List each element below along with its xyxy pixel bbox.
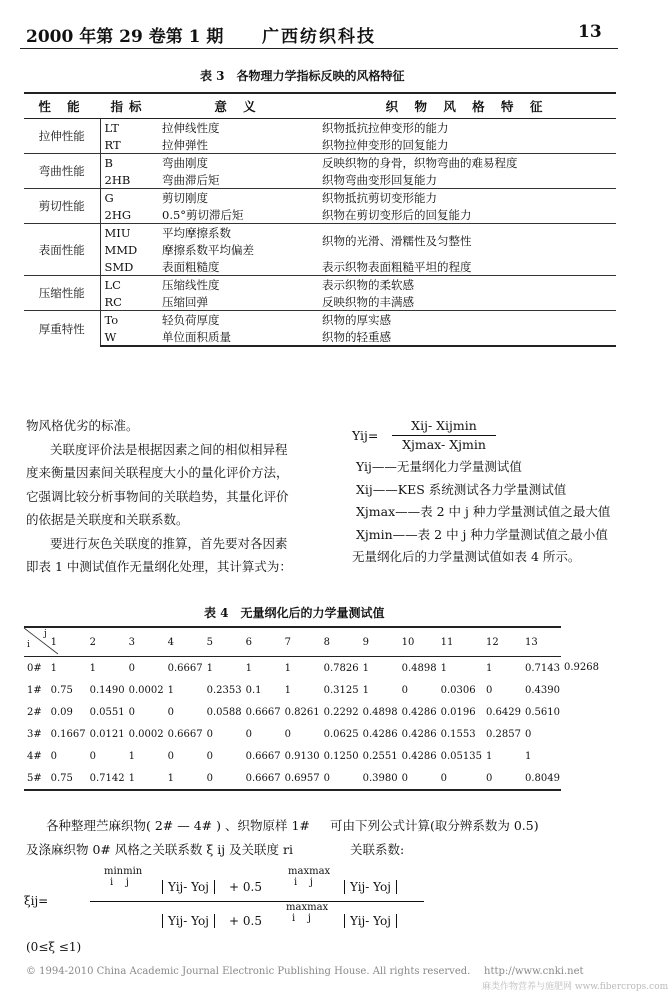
feature-cell: 织物抵抗拉伸变形的能力 (322, 120, 449, 135)
value-cell: 0 (50, 750, 58, 762)
meaning-cell: 压缩线性度 (158, 276, 318, 294)
copyright-notice: © 1994-2010 China Academic Journal Electronic Publishing House. All rights reserved. (26, 966, 471, 977)
value-cell: 0.4286 (362, 728, 398, 740)
table4-column-header: 7 (282, 627, 321, 657)
feature-cell: 表示织物的柔软感 (318, 276, 616, 294)
index-code-cell: G (100, 189, 158, 207)
value-cell: 0.6667 (167, 662, 203, 674)
value-cell: 0.0551 (89, 706, 125, 718)
formula2-ij-den: i j (292, 913, 312, 924)
table3-row (24, 293, 616, 311)
value-cell: 0.6667 (167, 728, 203, 740)
value-cell: 1 (440, 662, 448, 674)
table4 (24, 626, 600, 791)
value-cell: 0.2551 (362, 750, 398, 762)
value-cell: 0 (399, 767, 438, 790)
formula-numerator: Xij- Xijmin (411, 418, 477, 433)
property-group-cell: 弯曲性能 (24, 154, 100, 189)
value-cell: 0.09 (50, 706, 73, 718)
meaning-cell: 单位面积质量 (158, 328, 318, 346)
table4-column-header: 6 (243, 627, 282, 657)
value-cell: 1 (284, 684, 292, 696)
table3-row (24, 171, 616, 189)
value-cell: 1 (245, 662, 253, 674)
index-code-cell: MIU (100, 224, 158, 242)
table4-column-header: 10 (399, 627, 438, 657)
value-cell: 0.6667 (243, 767, 282, 790)
header-rule (20, 48, 618, 49)
formula2-plus: + 0.5 (229, 914, 262, 928)
table4-row (24, 745, 600, 767)
value-cell: 0 (167, 706, 175, 718)
value-cell: 0.75 (48, 767, 87, 790)
index-code-cell: RT (100, 136, 158, 154)
definition-line: Xij——KES 系统测试各力学量测试值 (356, 481, 567, 497)
table4-column-header: 8 (321, 627, 360, 657)
table3-header-cell: 指标 (100, 93, 158, 119)
index-code-cell: B (100, 154, 158, 172)
value-cell: 1 (525, 750, 532, 762)
feature-cell: 织物的光滑、滑糯性及匀整性 (318, 224, 616, 259)
text-line: 度来衡量因素间关联程度大小的量化评价方法， (26, 465, 289, 480)
value-cell: 0.6957 (282, 767, 321, 790)
table3-row (24, 258, 616, 276)
value-cell: 0.3980 (360, 767, 399, 790)
value-cell: 0.1250 (323, 750, 359, 762)
value-cell: 1 (486, 750, 493, 762)
table4-column-header: 3 (126, 627, 165, 657)
value-cell: 0 (245, 728, 253, 740)
formula2-maxmax: maxmax (288, 866, 331, 877)
value-cell: 0.0306 (440, 684, 476, 696)
value-cell: 0.7143 (525, 662, 560, 674)
meaning-cell: 0.5°剪切滞后矩 (162, 207, 244, 222)
table4-row (24, 679, 600, 701)
table3 (24, 92, 616, 347)
index-code-cell: LC (100, 276, 158, 294)
table4-row (24, 723, 600, 745)
value-cell: 0.2353 (206, 684, 242, 696)
value-cell: 0.9268 (564, 662, 599, 674)
text-line: 的依据是关联度和关联系数。 (26, 512, 189, 527)
index-code-cell: 2HB (100, 171, 158, 189)
property-group-cell: 拉伸性能 (38, 129, 85, 143)
value-cell: 0.4390 (525, 684, 560, 696)
feature-cell: 织物的轻重感 (318, 328, 616, 346)
value-cell: 0.0002 (128, 684, 164, 696)
page-number: 13 (578, 22, 602, 42)
fraction-bar (392, 435, 496, 436)
meaning-cell: 拉伸线性度 (162, 120, 220, 135)
value-cell: 0 (438, 767, 483, 790)
value-cell: 0 (206, 728, 214, 740)
feature-cell: 织物拉伸变形的回复能力 (322, 137, 449, 152)
value-cell: 0 (89, 750, 97, 762)
value-cell: 0.5610 (525, 706, 560, 718)
feature-cell: 织物在剪切变形后的回复能力 (322, 207, 472, 222)
value-cell: 1 (362, 684, 370, 696)
sample-label-cell: 0# (27, 662, 42, 674)
formula2-lhs: ξij= (24, 894, 49, 908)
bottom-line-2: 及涤麻织物 0# 风格之关联系数 ξ ij 及关联度 ri (26, 842, 293, 857)
journal-name: 广西纺织科技 (262, 27, 376, 47)
bottom-line-1: 各种整理苎麻织物( 2# — 4# ) 、织物原样 1# (46, 818, 310, 833)
value-cell: 0 (204, 767, 243, 790)
value-cell: 1 (165, 767, 204, 790)
table3-row (24, 136, 616, 154)
issue-label: 2000 年第 29 卷第 1 期 (26, 27, 224, 47)
value-cell: 0.1 (245, 684, 262, 696)
value-cell: 0.3125 (323, 684, 359, 696)
index-code-cell: SMD (100, 258, 158, 276)
table4-row (24, 657, 600, 680)
table3-row (24, 276, 616, 294)
value-cell: 0.1553 (440, 728, 476, 740)
index-code-cell: MMD (100, 241, 158, 258)
table3-row (24, 311, 616, 329)
value-cell: 0.4286 (401, 728, 437, 740)
value-cell: 0 (486, 684, 493, 696)
value-cell: 1 (362, 662, 370, 674)
table4-column-header: 4 (165, 627, 204, 657)
meaning-cell: 压缩回弹 (162, 294, 208, 309)
value-cell: 0 (321, 767, 360, 790)
index-code-cell: RC (100, 293, 158, 311)
definitions (352, 456, 611, 569)
table4-column-header: 13 (522, 627, 561, 657)
meaning-cell: 平均摩擦系数 (158, 224, 318, 242)
value-cell: 0.6429 (486, 706, 521, 718)
value-cell: 0.7142 (87, 767, 126, 790)
meaning-cell: 剪切刚度 (158, 189, 318, 207)
value-cell: 0 (525, 728, 532, 740)
value-cell: 0.2292 (323, 706, 359, 718)
feature-cell: 织物抵抗剪切变形能力 (318, 189, 616, 207)
body-text (26, 414, 292, 579)
table4-column-header: 9 (360, 627, 399, 657)
value-cell: 0.4898 (401, 662, 437, 674)
table3-row (24, 154, 616, 172)
value-cell: 0.0588 (206, 706, 242, 718)
value-cell: 1 (89, 662, 97, 674)
value-cell: 1 (486, 662, 493, 674)
formula-correlation (24, 866, 544, 946)
meaning-cell: 轻负荷厚度 (158, 311, 318, 329)
index-code-cell: To (100, 311, 158, 329)
formula2-term: Yij- Yoj (162, 914, 215, 928)
table3-row (24, 206, 616, 224)
sample-label-cell: 2# (27, 706, 42, 718)
meaning-cell: 弯曲滞后矩 (162, 172, 220, 187)
value-cell: 0.4286 (401, 706, 437, 718)
formula-denominator: Xjmax- Xjmin (402, 437, 486, 452)
value-cell: 0 (401, 684, 409, 696)
value-cell: 1 (126, 767, 165, 790)
value-cell: 0.1490 (89, 684, 125, 696)
value-cell: 0.4286 (401, 750, 437, 762)
meaning-cell: 摩擦系数平均偏差 (162, 242, 254, 257)
bottom-right-2: 关联系数: (350, 842, 405, 857)
property-group-cell: 剪切性能 (24, 189, 100, 224)
property-group-cell: 厚重特性 (24, 311, 100, 347)
property-group-cell: 压缩性能 (24, 276, 100, 311)
formula2-term: Yij- Yoj (162, 880, 215, 894)
value-cell: 1 (50, 662, 58, 674)
meaning-cell: 弯曲刚度 (158, 154, 318, 172)
value-cell: 0 (128, 706, 136, 718)
value-cell: 0.0002 (128, 728, 164, 740)
feature-cell: 反映织物的身骨，织物弯曲的难易程度 (318, 154, 616, 172)
formula-lhs: Yij= (352, 428, 379, 443)
table4-column-header: 11 (438, 627, 483, 657)
formula2-plus: + 0.5 (229, 880, 262, 894)
text-line: 它强调比较分析事物间的关联趋势，其量化评价 (26, 488, 289, 504)
index-code-cell: W (100, 328, 158, 346)
text-line: 关联度评价法是根据因素之间的相似相异程 (50, 441, 288, 457)
cnki-url: http://www.cnki.net (484, 966, 584, 977)
table3-row (24, 224, 616, 242)
formula2-minmin: minmin (104, 866, 143, 877)
text-line: 要进行灰色关联度的推算，首先要对各因素 (50, 535, 288, 551)
corner-j: j (44, 629, 47, 639)
text-line: 物风格优劣的标准。 (26, 418, 139, 433)
value-cell: 0.8261 (284, 706, 320, 718)
value-cell: 0 (206, 750, 214, 762)
value-cell: 0.1667 (50, 728, 86, 740)
definition-line: Xjmax——表 2 中 j 种力学量测试值之最大值 (356, 504, 611, 519)
table3-header-cell: 意 义 (158, 93, 318, 119)
bottom-right-1: 可由下列公式计算(取分辨系数为 0.5) (330, 818, 539, 833)
value-cell: 1 (284, 662, 292, 674)
feature-cell: 织物的厚实感 (318, 311, 616, 329)
watermark: 麻类作物营养与施肥网 www.fibercrops.com (482, 982, 668, 992)
value-cell: 0.9130 (284, 750, 320, 762)
table3-row (24, 119, 616, 137)
value-cell: 0.4898 (362, 706, 398, 718)
table3-header-cell: 性 能 (24, 93, 100, 119)
table4-column-header: 1 (48, 627, 87, 657)
formula2-ij-max: i j (294, 877, 314, 888)
table3-row (24, 189, 616, 207)
feature-cell: 反映织物的丰满感 (322, 294, 414, 309)
meaning-cell: 表面粗糙度 (162, 259, 220, 274)
table4-row (24, 701, 600, 723)
value-cell: 1 (206, 662, 214, 674)
sample-label-cell: 3# (27, 728, 42, 740)
feature-cell: 织物弯曲变形回复能力 (322, 172, 437, 187)
table4-column-header: 5 (204, 627, 243, 657)
table4-corner (24, 627, 48, 657)
value-cell: 0 (128, 662, 136, 674)
formula2-maxmax-den: maxmax (286, 902, 329, 913)
formula2-ij: i j (110, 877, 130, 888)
fraction-bar (90, 901, 424, 902)
value-cell: 0.0121 (89, 728, 125, 740)
table4-column-header: 2 (87, 627, 126, 657)
formula2-term: Yij- Yoj (344, 880, 397, 894)
value-cell: 0.2857 (486, 728, 521, 740)
property-group-cell: 表面性能 (24, 224, 100, 276)
value-cell: 0.6667 (245, 750, 281, 762)
table3-header-cell: 织 物 风 格 特 征 (318, 93, 616, 119)
value-cell: 0.7826 (323, 662, 359, 674)
sample-label-cell: 1# (27, 684, 42, 696)
value-cell: 0.6667 (245, 706, 281, 718)
value-cell: 0.05135 (440, 750, 482, 762)
definition-line: Yij——无量纲化力学量测试值 (356, 459, 522, 474)
formula2-term: Yij- Yoj (344, 914, 397, 928)
text-line: 即表 1 中测试值作无量纲化处理，其计算式为： (26, 559, 292, 574)
value-cell: 0 (284, 728, 292, 740)
value-cell: 0.0196 (440, 706, 476, 718)
feature-cell: 表示织物表面粗糙平坦的程度 (322, 259, 472, 274)
sample-label-cell: 5# (24, 767, 48, 790)
table3-title: 表 3 各物理力学指标反映的风格特征 (200, 69, 405, 83)
index-code-cell: 2HG (100, 206, 158, 224)
table4-title: 表 4 无量纲化后的力学量测试值 (204, 606, 385, 620)
value-cell: 0.0625 (323, 728, 359, 740)
formula2-range: (0≤ξ ≤1) (26, 940, 82, 954)
meaning-cell: 拉伸弹性 (162, 137, 208, 152)
definition-line: Xjmin——表 2 中 j 种力学量测试值之最小值 (356, 526, 608, 542)
value-cell: 1 (167, 684, 175, 696)
table3-row (24, 328, 616, 346)
value-cell: 0.8049 (522, 767, 561, 790)
sample-label-cell: 4# (27, 750, 42, 762)
value-cell: 0 (483, 767, 522, 790)
index-code-cell: LT (100, 119, 158, 137)
table4-row (24, 767, 600, 790)
table4-column-header: 12 (483, 627, 522, 657)
value-cell: 0.75 (50, 684, 73, 696)
corner-i: i (27, 640, 30, 650)
value-cell: 0 (167, 750, 175, 762)
value-cell: 1 (128, 750, 136, 762)
definition-line: 无量纲化后的力学量测试值如表 4 所示。 (352, 549, 581, 564)
